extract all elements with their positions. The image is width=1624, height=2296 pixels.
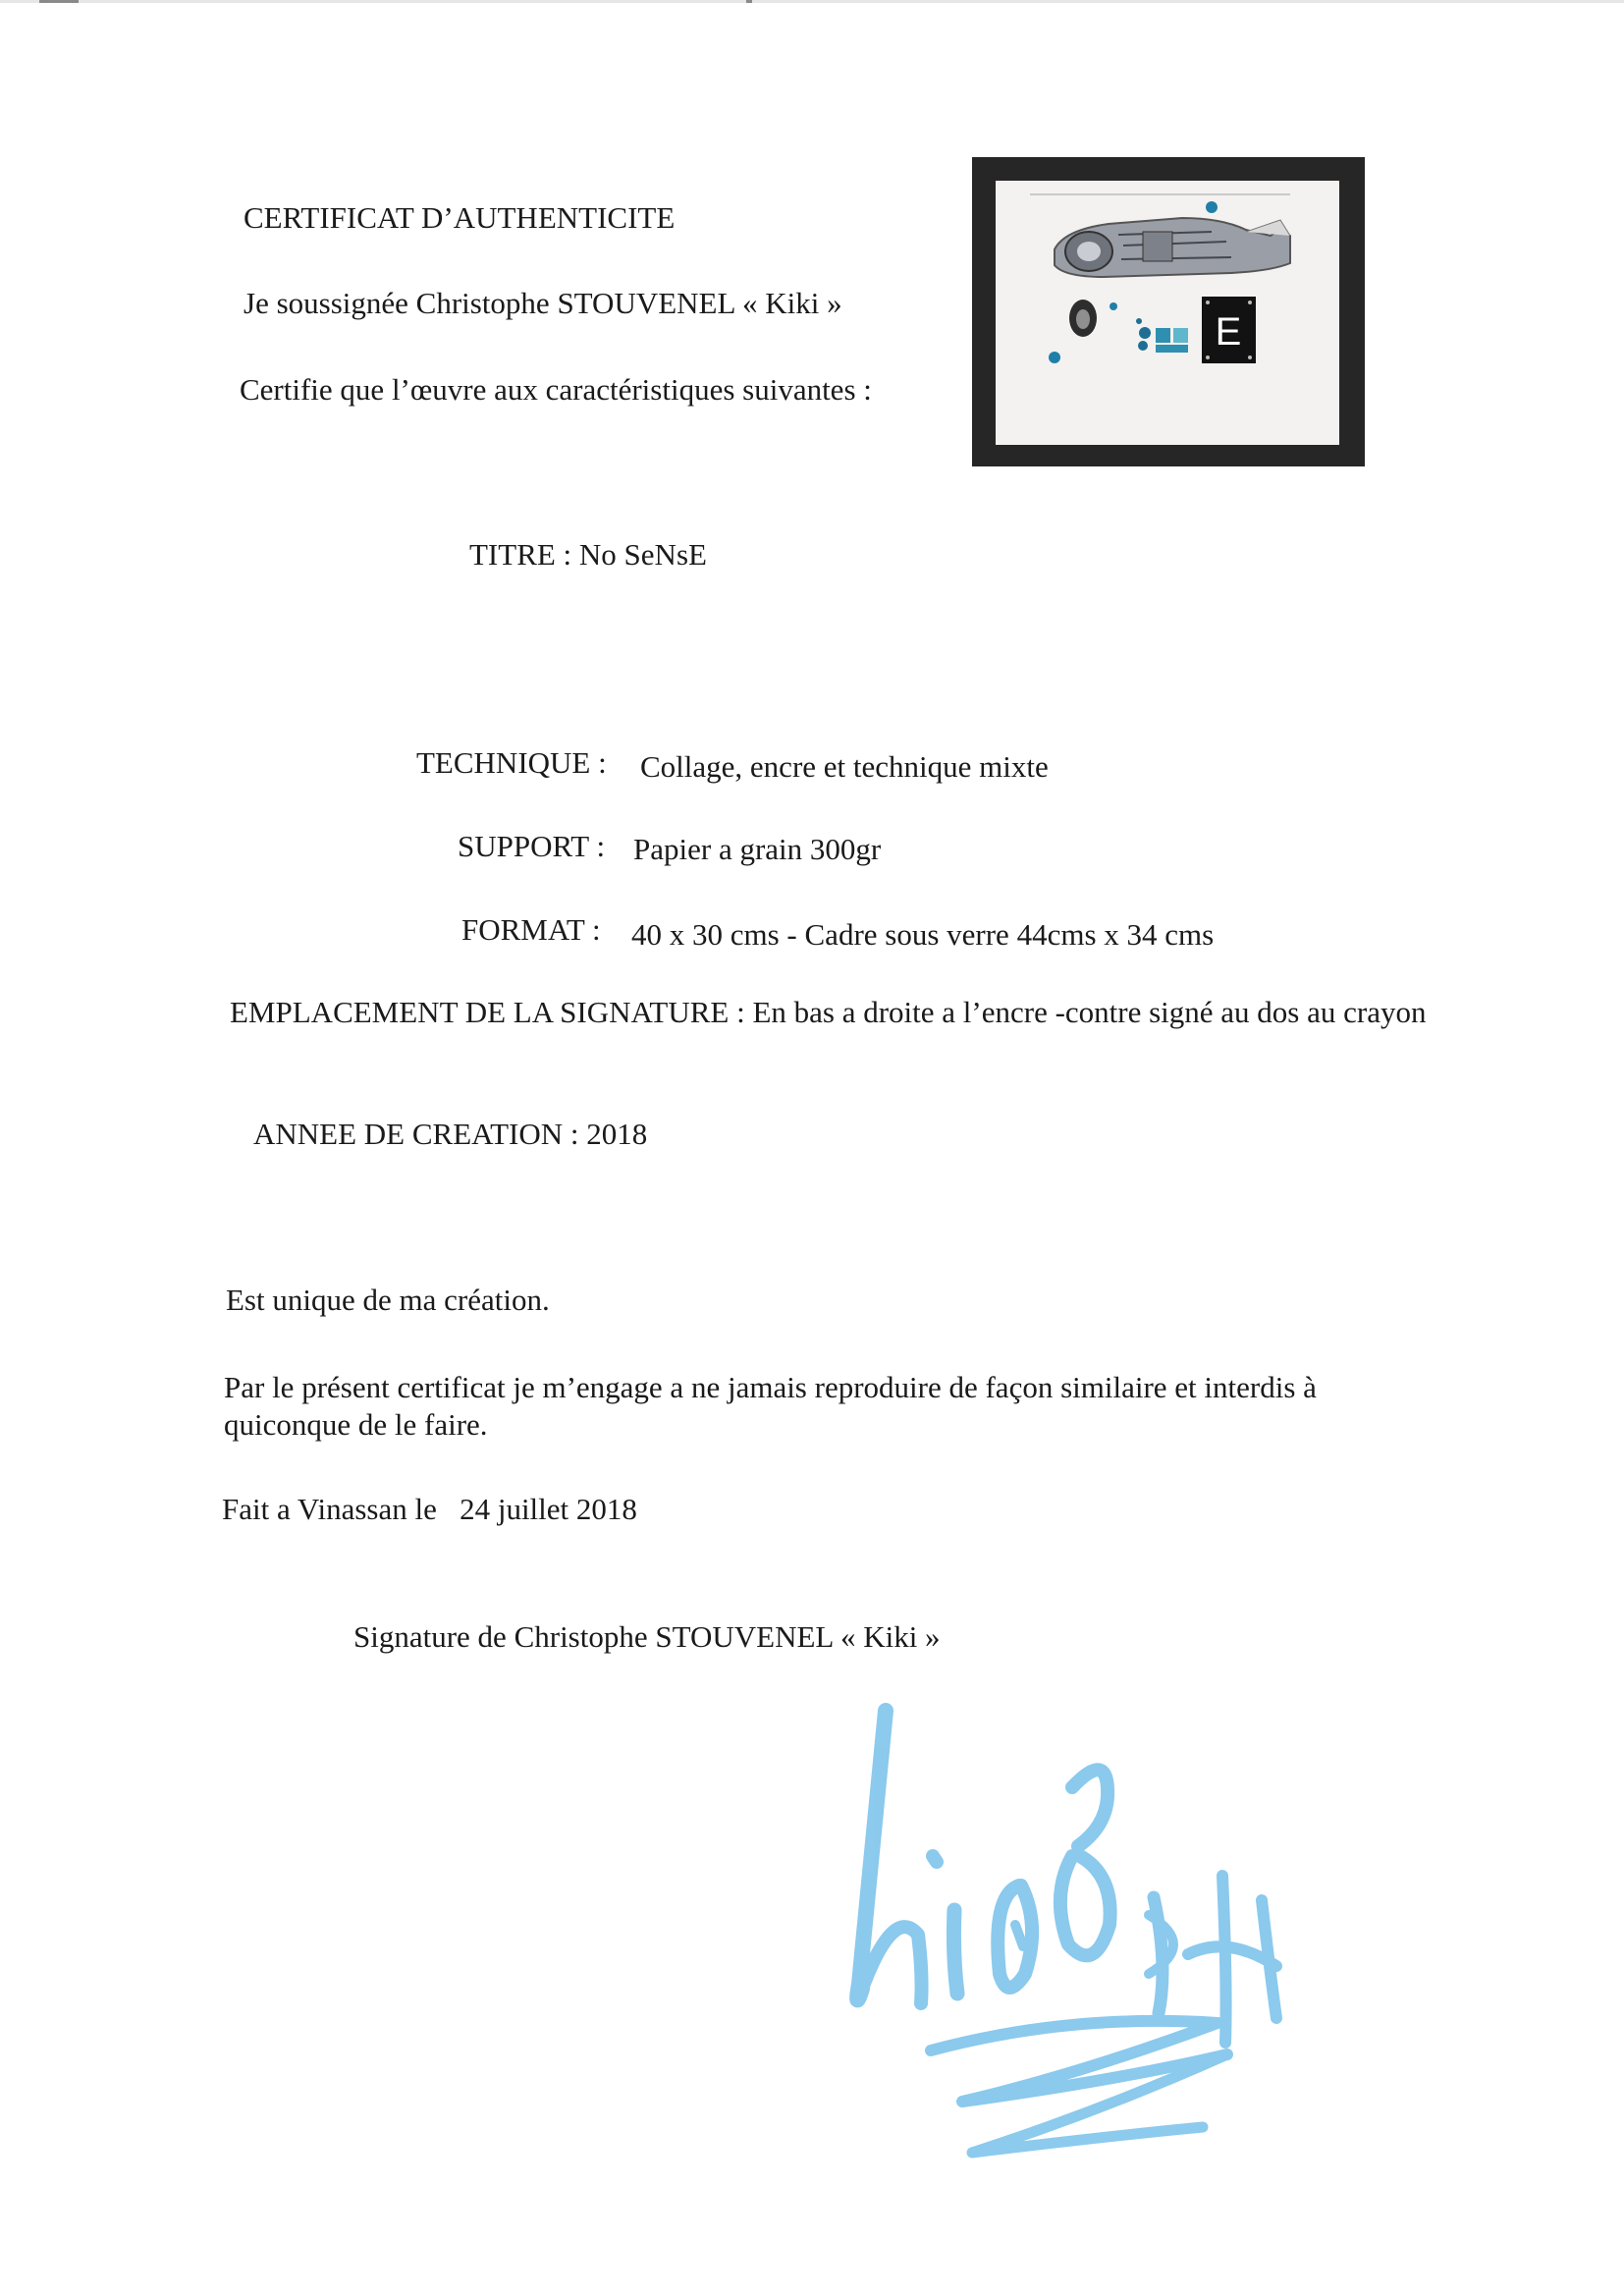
certifies-line: Certifie que l’œuvre aux caractéristiques suivantes : — [240, 372, 872, 407]
scan-top-edge — [0, 0, 1624, 3]
scan-mark — [39, 0, 79, 3]
car-collage — [1055, 218, 1290, 277]
creation-year: ANNEE DE CREATION : 2018 — [253, 1117, 648, 1151]
declaration-line: Je soussignée Christophe STOUVENEL « Kiki » — [244, 286, 842, 320]
field-titre: TITRE : No SeNsE — [469, 537, 707, 572]
teal-square — [1173, 328, 1188, 343]
format-value: 40 x 30 cms - Cadre sous verre 44cms x 34 cms — [631, 917, 1215, 952]
support-value: Papier a grain 300gr — [633, 832, 882, 866]
scan-mark — [746, 0, 752, 3]
artwork-thumbnail — [972, 157, 1365, 466]
artwork-mat — [996, 181, 1339, 445]
format-label: FORMAT : — [461, 912, 601, 947]
ink-dot — [1206, 201, 1218, 213]
unique-statement: Est unique de ma création. — [226, 1283, 550, 1317]
technique-value: Collage, encre et technique mixte — [640, 749, 1049, 784]
teal-square — [1156, 328, 1170, 343]
letter-tile-text: E — [1215, 310, 1242, 354]
signature-location: EMPLACEMENT DE LA SIGNATURE : En bas a droite a l’encre -contre signé au dos au crayon — [230, 995, 1427, 1029]
technique-label: TECHNIQUE : — [416, 745, 607, 780]
signature-caption: Signature de Christophe STOUVENEL « Kiki » — [353, 1619, 941, 1654]
support-label: SUPPORT : — [458, 829, 606, 863]
certificate-title: CERTIFICAT D’AUTHENTICITE — [244, 200, 676, 235]
place-date: Fait a Vinassan le 24 juillet 2018 — [222, 1492, 637, 1526]
engagement-statement: Par le présent certificat je m’engage a ne jamais reproduire de façon similaire et interdis à quiconque de le faire. — [224, 1370, 1317, 1442]
handwritten-signature — [815, 1689, 1424, 2190]
